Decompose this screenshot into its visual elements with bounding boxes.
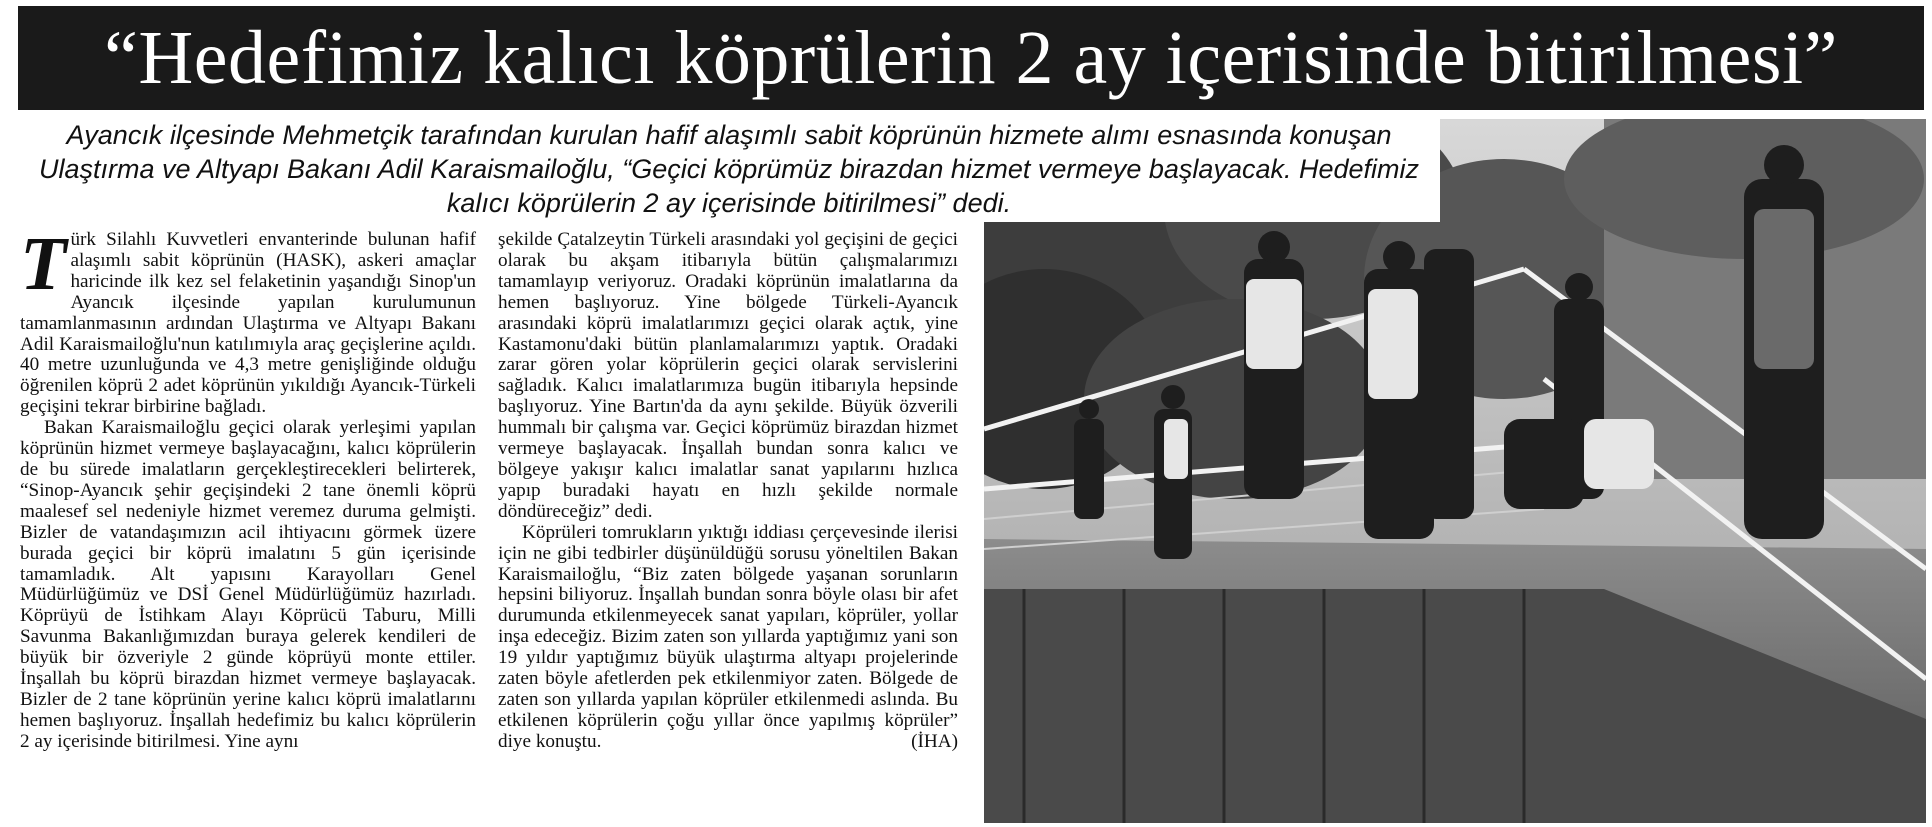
news-agency-credit: (İHA) bbox=[911, 730, 958, 752]
article-paragraph: Bakan Karaismailoğlu geçici olarak yerleşimi yapılan köprünün hizmet vermeye başlayacağını, kalıcı köprülerin de bu sürede imalatların gerçekleştirecekleri belirterek, “Sinop-Ayancık şehir geçişindeki 2 tane önemli köprü maalesef sel nedeniyle hizmet veremez duruma gelmişti. Bizler de vatandaşımızın acil ihtiyacını görmek üzere burada geçici bir köprü imalatını 5 gün içerisinde tamamladık. Alt yapısını Karayolları Genel Müdürlüğümüz ve DSİ Genel Müdürlüğümüz hazırladı. Köprüyü de İstihkam Alayı Köprücü Taburu, Milli Savunma Bakanlığımızdan buraya gelerek kendileri de büyük bir özveriyle 2 günde köprüyü monte ettiler. İnşallah bu köprü birazdan hizmet vermeye başlayacak. Bizler de 2 tane köprünün yerine kalıcı köprü imalatlarını hemen başlıyoruz. İnşallah hedefimiz bu kalıcı köprülerin 2 ay içerisinde bitirilmesi. Yine aynı bbox=[20, 417, 476, 752]
headline-banner bbox=[18, 6, 1924, 110]
article-paragraph-text: ürk Silahlı Kuvvetleri envanterinde bulunan hafif alaşımlı sabit köprünün (HASK), askeri amaçlar haricinde ilk kez sel felaketinin yaşandığı Sinop'un Ayancık ilçesinde yapılan kurulumunun tamamlanmasının ardından Ulaştırma ve Altyapı Bakanı Adil Karaismailoğlu'nun katılımıyla araç geçişlerine açıldı. 40 metre uzunluğunda ve 4,3 metre genişliğinde olduğu öğrenilen köprü 2 adet köprünün yıkıldığı Ayancık-Türkeli geçişini tekrar birbirine bağladı. bbox=[20, 229, 476, 418]
article-paragraph bbox=[498, 523, 958, 753]
lead-text: Ayancık ilçesinde Mehmetçik tarafından kurulan hafif alaşımlı sabit köprünün hizmete alımı esnasında konuşan Ulaştırma ve Altyapı Bakanı Adil Karaismailoğlu, “Geçici köprümüz birazdan hizmet vermeye başlayacak. Hedefimiz kalıcı köprülerin 2 ay içerisinde bitirilmesi” dedi. bbox=[38, 120, 1420, 218]
lead-paragraph bbox=[18, 116, 1440, 222]
article-paragraph bbox=[20, 222, 476, 418]
photo-bridge-workers bbox=[984, 119, 1926, 823]
news-photo bbox=[984, 119, 1926, 823]
article-paragraph-text: Köprüleri tomrukların yıktığı iddiası çerçevesinde ilerisi için ne gibi tedbirler düşünüldüğü sorusu yöneltilen Bakan Karaismailoğlu, “Biz zaten bölgede yaşanan sorunların hepsini biliyoruz. İnşallah bundan sonra böyle olası bir afet durumunda etkilenmeyecek sanat yapıları, köprüler, yollar inşa edeceğiz. Bizim zaten son yıllarda yaptığımız yani son 19 yıldır yaptığımız büyük ulaştırma altyapı projelerinde zaten böyle afetlerden pek etkilenmiyor zaten. Bölgede de zaten son yıllarda yapılan köprüler etkilenmedi aslında. Bu etkilenen köprülerin çoğu yıllar önce yapılmış köprüler” diye konuştu. bbox=[498, 521, 958, 752]
article-column-2 bbox=[498, 230, 958, 820]
drop-cap: T bbox=[20, 222, 67, 306]
article-paragraph: şekilde Çatalzeytin Türkeli arasındaki yol geçişini de geçici olarak bu akşam itibarıyla bütün çalışmalarımızı tamamlayıp veriyoruz. Oradaki köprünün imalatlarına da hemen başlıyoruz. Yine bölgede Türkeli-Ayancık arasındaki köprü imalatlarımızı geçici olarak açtık, yine Kastamonu'daki bütün planlamalarımızı yaptık. Oradaki zarar gören yolar köprülerin geçici olarak servislerini sağladık. Kalıcı imalatlarımıza bugün itibarıyla hepsinde başlıyoruz. Yine Bartın'da da aynı şekilde. Büyük özverili hummalı bir çalışma var. Geçici köprümüz birazdan hizmet vermeye başlayacak. İnşallah bundan sonra kalıcı ve bölgeye yakışır kalıcı imalatlar sanat yapılarını hızlıca yapıp buradaki hayatı en hızlı şekilde normale döndüreceğiz” dedi. bbox=[498, 229, 958, 522]
article-column-1 bbox=[20, 222, 476, 820]
headline: “Hedefimiz kalıcı köprülerin 2 ay içerisinde bitirilmesi” bbox=[104, 15, 1838, 100]
